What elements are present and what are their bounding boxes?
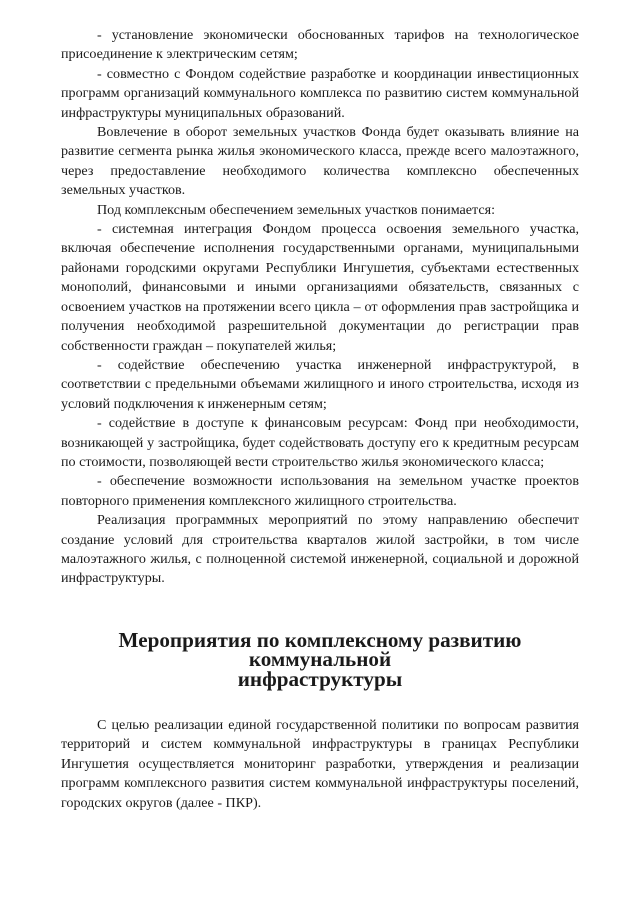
paragraph-investment-programs: - совместно с Фондом содействие разработке и координации инвестиционных программ организаций коммунального комплекса по развитию систем коммунальной инфраструктуры муниципальных образований. — [61, 65, 579, 121]
section-heading-line-1: Мероприятия по комплексному развитию коммунальной — [118, 627, 522, 672]
paragraph-financial-access: - содействие в доступе к финансовым ресурсам: Фонд при необходимости, возникающей у застройщика, будет содействовать доступу его к кредитным ресурсам по стоимости, позволяющей вести строительство жилья экономического класса; — [61, 415, 579, 470]
paragraph-tariffs: - установление экономически обоснованных тарифов на технологическое присоединение к электрическим сетям; — [61, 27, 579, 63]
section-heading — [61, 627, 579, 691]
paragraph-monitoring-pkr: С целью реализации единой государственной политики по вопросам развития территорий и систем коммунальной инфраструктуры в границах Республики Ингушетия осуществляется мониторинг разработки, утверждения и реализации программ комплексного развития систем коммунальной инфраструктуры поселений, городских округов (далее - ПКР). — [61, 717, 579, 811]
paragraph-program-implementation: Реализация программных мероприятий по этому направлению обеспечит создание условий для строительства кварталов жилой застройки, в том числе малоэтажного жилья, с полноценной системой инженерной, социальной и дорожной инфраструктуры. — [61, 512, 579, 587]
section-heading-line-2: инфраструктуры — [237, 666, 403, 691]
document-body — [61, 26, 579, 813]
paragraph-system-integration: - системная интеграция Фондом процесса освоения земельного участка, включая обеспечение исполнения государственными органами, муниципальными районами городскими округами Республики Ингушетия, субъектами естественных монополий, финансовыми и иными организациями обязательств, связанных с освоением участков на протяжении всего цикла – от оформления прав застройщика и получения необходимой разрешительной документации до регистрации прав собственности граждан – покупателей жилья; — [61, 221, 579, 354]
paragraph-complex-provision-intro: Под комплексным обеспечением земельных участков понимается: — [97, 201, 496, 218]
paragraph-reuse-projects: - обеспечение возможности использования на земельном участке проектов повторного применения комплексного жилищного строительства. — [61, 473, 579, 509]
paragraph-engineering-infrastructure: - содействие обеспечению участка инженерной инфраструктурой, в соответствии с предельными объемами жилищного и иного строительства, исходя из условий подключения к инженерным сетям; — [61, 356, 579, 412]
paragraph-land-involvement: Вовлечение в оборот земельных участков Фонда будет оказывать влияние на развитие сегмента рынка жилья экономического класса, прежде всего малоэтажного, через предоставление необходимого количества комплексно обеспеченных земельных участков. — [61, 124, 579, 199]
